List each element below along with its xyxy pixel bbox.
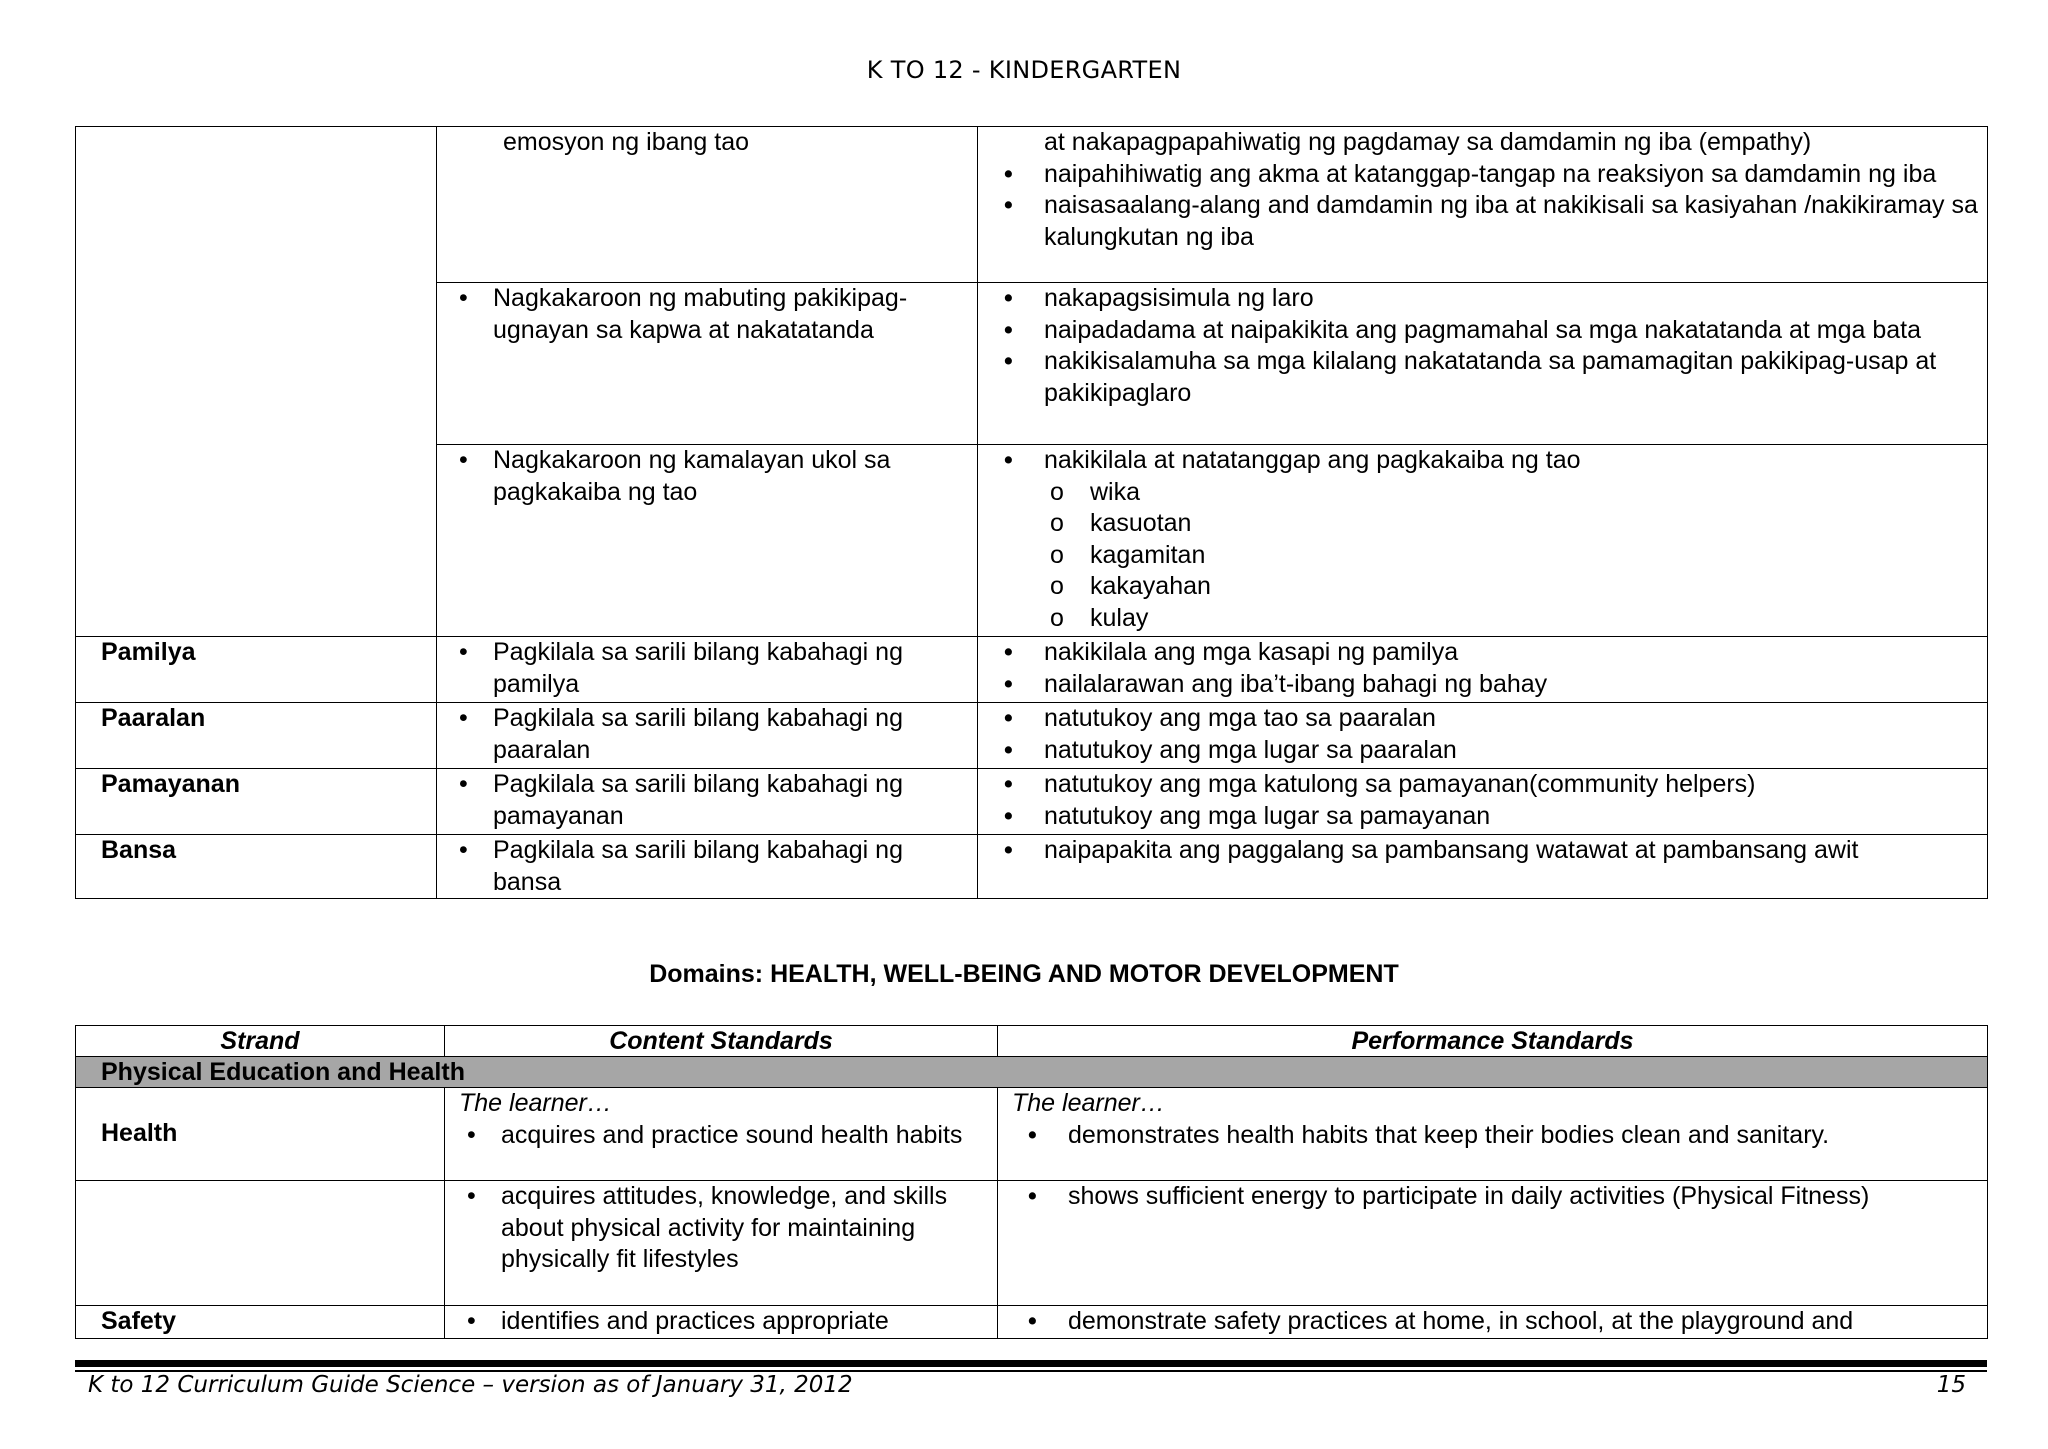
table-row xyxy=(76,1181,1988,1306)
list-item: • Pagkilala sa sarili bilang kabahagi ng pamilya xyxy=(437,637,977,700)
list-item: • natutukoy ang mga katulong sa pamayanan(community helpers) xyxy=(978,769,1987,801)
list-item: • nakapagsisimula ng laro xyxy=(978,283,1987,315)
sub-list-item: o kagamitan xyxy=(978,540,1987,572)
footer-document-title: K to 12 Curriculum Guide Science – version as of January 31, 2012 xyxy=(88,1372,853,1398)
header-row xyxy=(76,1026,1988,1057)
header-performance-standards: Performance Standards xyxy=(998,1026,1988,1057)
performance-standard-cell xyxy=(978,445,1988,637)
domain-title: Domains: HEALTH, WELL-BEING AND MOTOR DEVELOPMENT xyxy=(649,960,1399,988)
performance-standard-cell xyxy=(978,835,1988,899)
list-item: • identifies and practices appropriate xyxy=(445,1306,997,1338)
performance-standard-cell xyxy=(998,1306,1988,1339)
footer-page-number: 15 xyxy=(1936,1372,1966,1398)
content-standard-cell xyxy=(445,1088,998,1181)
performance-standard-cell xyxy=(978,769,1988,835)
content-standard-cell xyxy=(437,835,978,899)
list-item: • demonstrate safety practices at home, in school, at the playground and xyxy=(998,1306,1987,1338)
list-item: • acquires and practice sound health habits xyxy=(445,1120,997,1152)
section-band: Physical Education and Health xyxy=(76,1057,1988,1088)
strand-cell: Pamilya xyxy=(76,637,437,703)
table-row xyxy=(76,1306,1988,1339)
table-row xyxy=(76,769,1988,835)
list-item: • naisasaalang-alang and damdamin ng iba at nakikisali sa kasiyahan /nakikiramay sa kalungkutan ng iba xyxy=(978,190,1987,253)
band-row xyxy=(76,1057,1988,1088)
list-item: • Pagkilala sa sarili bilang kabahagi ng pamayanan xyxy=(437,769,977,832)
list-item: • natutukoy ang mga lugar sa paaralan xyxy=(978,735,1987,767)
performance-list xyxy=(978,159,1987,254)
list-item: • Pagkilala sa sarili bilang kabahagi ng paaralan xyxy=(437,703,977,766)
sub-list-item: o kasuotan xyxy=(978,508,1987,540)
performance-standard-cell xyxy=(978,637,1988,703)
sub-list-item: o kulay xyxy=(978,603,1987,635)
strand-cell-empty xyxy=(76,1181,445,1306)
footer-rule xyxy=(75,1360,1987,1367)
table-row xyxy=(76,637,1988,703)
content-standard-cell xyxy=(437,283,978,445)
list-item: • Pagkilala sa sarili bilang kabahagi ng bansa xyxy=(437,835,977,898)
list-item: • nakikilala at natatanggap ang pagkakaiba ng tao xyxy=(978,445,1987,477)
sub-list xyxy=(978,477,1987,635)
performance-standard-cell xyxy=(998,1181,1988,1306)
list-item: • shows sufficient energy to participate in daily activities (Physical Fitness) xyxy=(998,1181,1987,1213)
strand-cell: Safety xyxy=(76,1306,445,1339)
list-item: • nailalarawan ang iba’t-ibang bahagi ng bahay xyxy=(978,669,1987,701)
content-standard-cell xyxy=(437,769,978,835)
learner-label: The learner… xyxy=(459,1089,612,1117)
sub-list-item: o kakayahan xyxy=(978,571,1987,603)
learner-label: The learner… xyxy=(1012,1089,1165,1117)
strand-cell: Bansa xyxy=(76,835,437,899)
table-row xyxy=(76,703,1988,769)
list-item: • naipahihiwatig ang akma at katanggap-tangap na reaksiyon sa damdamin ng iba xyxy=(978,159,1987,191)
list-item: • Nagkakaroon ng kamalayan ukol sa pagkakaiba ng tao xyxy=(437,445,977,508)
header-content-standards: Content Standards xyxy=(445,1026,998,1057)
health-domain-table xyxy=(75,1025,1988,1339)
strand-cell: Paaralan xyxy=(76,703,437,769)
list-item: • naipapakita ang paggalang sa pambansang watawat at pambansang awit xyxy=(978,835,1987,867)
performance-continuation: at nakapagpapahiwatig ng pagdamay sa damdamin ng iba (empathy) xyxy=(1044,128,1812,156)
strand-cell: Health xyxy=(76,1088,445,1181)
content-standard-cell xyxy=(445,1306,998,1339)
content-standard-cell xyxy=(445,1181,998,1306)
list-item: • Nagkakaroon ng mabuting pakikipag-ugnayan sa kapwa at nakatatanda xyxy=(437,283,977,346)
content-standard-cell xyxy=(437,127,978,283)
performance-standard-cell xyxy=(978,283,1988,445)
table-row xyxy=(76,1088,1988,1181)
list-item: • acquires attitudes, knowledge, and skills about physical activity for maintaining physically fit lifestyles xyxy=(445,1181,997,1276)
list-item: • nakikisalamuha sa mga kilalang nakatatanda sa pamamagitan pakikipag-usap at pakikipaglaro xyxy=(978,346,1987,409)
strand-cell-empty xyxy=(76,127,437,637)
content-continuation: emosyon ng ibang tao xyxy=(503,128,750,156)
list-item: • natutukoy ang mga tao sa paaralan xyxy=(978,703,1987,735)
performance-standard-cell xyxy=(978,703,1988,769)
content-standard-cell xyxy=(437,637,978,703)
performance-standard-cell xyxy=(978,127,1988,283)
strand-cell: Pamayanan xyxy=(76,769,437,835)
table-row xyxy=(76,835,1988,899)
performance-standard-cell xyxy=(998,1088,1988,1181)
list-item: • natutukoy ang mga lugar sa pamayanan xyxy=(978,801,1987,833)
curriculum-table-continued xyxy=(75,126,1988,899)
list-item: • demonstrates health habits that keep their bodies clean and sanitary. xyxy=(998,1120,1987,1152)
content-standard-cell xyxy=(437,703,978,769)
page-header: K TO 12 - KINDERGARTEN xyxy=(866,56,1182,84)
list-item: • naipadadama at naipakikita ang pagmamahal sa mga nakatatanda at mga bata xyxy=(978,315,1987,347)
sub-list-item: o wika xyxy=(978,477,1987,509)
list-item: • nakikilala ang mga kasapi ng pamilya xyxy=(978,637,1987,669)
content-standard-cell xyxy=(437,445,978,637)
header-strand: Strand xyxy=(76,1026,445,1057)
table-row xyxy=(76,127,1988,283)
